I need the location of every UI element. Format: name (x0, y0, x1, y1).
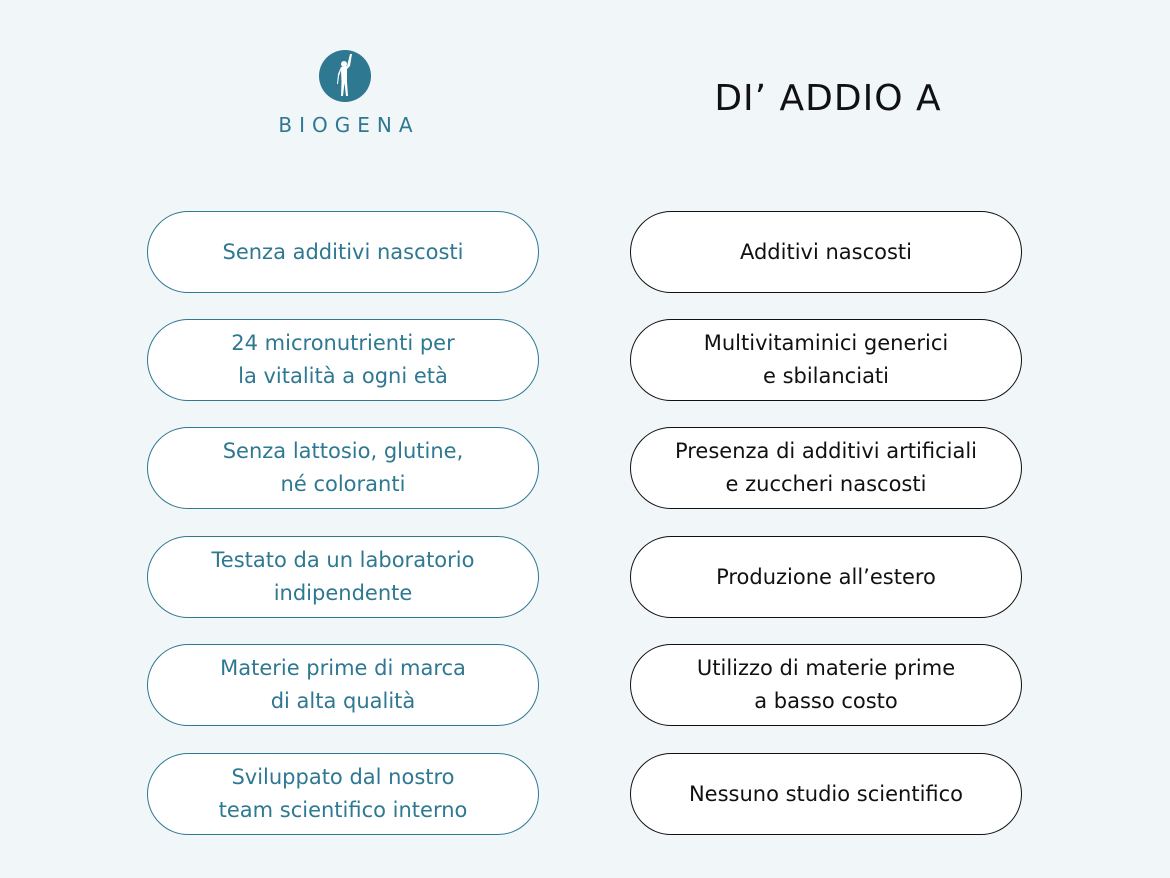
benefit-pill: Testato da un laboratorio indipendente (147, 536, 539, 618)
drawback-pill: Additivi nascosti (630, 211, 1022, 293)
benefit-pill: 24 micronutrienti per la vitalità a ogni età (147, 319, 539, 401)
benefit-pill: Materie prime di marca di alta qualità (147, 644, 539, 726)
figure-in-circle-icon (319, 50, 371, 102)
page-title: DI’ ADDIO A (714, 78, 942, 119)
brand-wordmark: BIOGENA (278, 113, 420, 137)
benefit-pill: Senza lattosio, glutine, né coloranti (147, 427, 539, 509)
drawback-pill: Nessuno studio scientifico (630, 753, 1022, 835)
benefit-pill: Sviluppato dal nostro team scientifico interno (147, 753, 539, 835)
brand-logo (262, 50, 428, 140)
drawback-pill: Presenza di additivi artificiali e zuccheri nascosti (630, 427, 1022, 509)
drawback-pill: Produzione all’estero (630, 536, 1022, 618)
benefit-pill: Senza additivi nascosti (147, 211, 539, 293)
drawback-pill: Utilizzo di materie prime a basso costo (630, 644, 1022, 726)
drawback-pill: Multivitaminici generici e sbilanciati (630, 319, 1022, 401)
